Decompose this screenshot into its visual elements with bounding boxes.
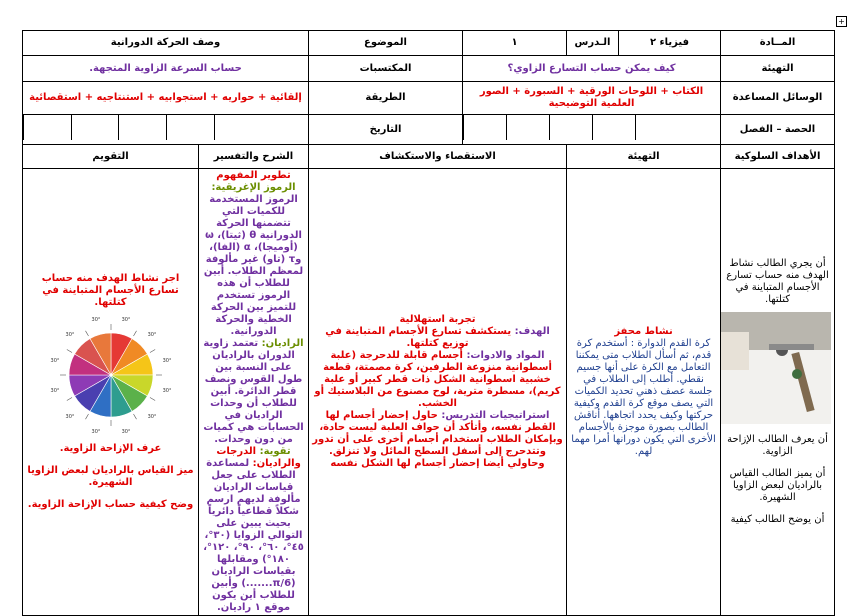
inquiry-goal: يستكشف تسارع الأجسام المتباينة في توزيع كتلتها. — [325, 326, 512, 349]
evaluation-3: ميز القياس بالراديان لبعض الزاويا الشهيرة. — [27, 465, 194, 488]
objective-1: أن يجري الطالب نشاط الهدف منه حساب تسارع الأجسام المتباينة في كتلتها. — [726, 258, 829, 305]
gains-label: المكتسبات — [309, 56, 463, 82]
evaluation-2: عرف الإزاحة الزاوية. — [59, 443, 162, 454]
pie-slice-label: 30° — [162, 357, 171, 364]
pie-tick — [133, 414, 136, 419]
pie-tick — [133, 331, 136, 336]
pie-slice-label: 30° — [65, 414, 74, 421]
pie-slice-label: 30° — [162, 388, 171, 395]
date-cell[interactable] — [166, 115, 214, 140]
inquiry-goal-label: الهدف: — [514, 326, 550, 337]
date-label: التاريخ — [309, 115, 463, 145]
symbols-label: الرموز الإغريقية: — [211, 182, 296, 193]
gains-value: حساب السرعة الزاوية المتجهة. — [23, 56, 309, 82]
period-cell[interactable] — [463, 115, 506, 140]
table-move-handle-icon[interactable]: + — [836, 16, 847, 27]
period-cell[interactable] — [635, 115, 678, 140]
period-cell[interactable] — [506, 115, 549, 140]
warmup-body: كرة القدم الدوارة : أستخدم كرة قدم، ثم أسأل الطلاب متى يمكننا التعامل مع الكرة على أنها جسيم نقطي. أطلب إلى الطلاب في جلسة عصف ذهني تحديد الكميات التي يصف موقع كرة القدم وكيفية حركتها وكيف يحدد اتجاهها. أناقش الطالب بصورة موجزة بالأجسام الأخرى التي يكون دورانها أمرا مهما لهم. — [571, 338, 716, 457]
pie-slice-label: 30° — [91, 429, 100, 435]
evaluation-cell — [23, 169, 199, 616]
inquiry-strategies-label: استراتيجيات التدريس: — [441, 410, 550, 421]
inquiry-materials: أجسام قابلة للدحرجة (علبة أسطوانية منزوعة الطرفين، كرة مصمتة، قطعة خشبية اسطوانية الشكل ذات قطر كبير أو علبة كريم)، مسطرة مترية، لوح مصنوع من البلاستيك أو الخشب. — [314, 350, 561, 409]
objectives-cell — [721, 169, 835, 616]
warmup-cell — [567, 169, 721, 616]
period-cell[interactable] — [549, 115, 592, 140]
ball-rolling-photo — [721, 312, 832, 424]
pie-slice-label: 30° — [147, 414, 156, 421]
method-value: إلقائية + حواريه + استجوابيه + استنتاجيه + استقصائية — [23, 82, 309, 115]
col-warmup-header: التهيئة — [567, 145, 721, 169]
lesson-plan-table — [22, 30, 835, 616]
explanation-title: تطوير المفهوم — [216, 170, 291, 181]
evaluation-4: وضح كيفية حساب الإزاحة الزاوية. — [27, 499, 194, 510]
pie-tick — [66, 350, 71, 353]
objective-3: أن يميز الطالب القياس بالراديان لبعض الزاويا الشهيرة. — [729, 468, 826, 503]
pie-tick — [149, 350, 154, 353]
topic-value: وصف الحركة الدورانية — [23, 31, 309, 56]
col-evaluation-header: التقويم — [23, 145, 199, 169]
explanation-cell — [199, 169, 309, 616]
pie-slice-label: 30° — [121, 429, 130, 435]
pie-tick — [85, 414, 88, 419]
pie-tick — [149, 398, 154, 401]
pie-slice-label: 30° — [91, 316, 100, 323]
col-explanation-header: الشرح والتفسير — [199, 145, 309, 169]
radians-text: تعتمد زاوية الدوران بالراديان على النسبة بين طول القوس ونصف قطر الدائرة. أبين للطلاب أن وحدات الراديان في الحسابات هي كميات من دون وحدات. — [203, 338, 304, 445]
warmup-question: كيف يمكن حساب التسارع الزاوي؟ — [463, 56, 721, 82]
subject-value: فيزياء ٢ — [619, 31, 721, 56]
lesson-plan-page — [22, 30, 834, 613]
period-cell[interactable] — [678, 115, 720, 140]
date-cell[interactable] — [214, 115, 262, 140]
inquiry-cell — [309, 169, 567, 616]
lesson-label: الـدرس — [567, 31, 619, 56]
angles-pie-chart — [46, 315, 176, 435]
pie-slice-label: 30° — [65, 331, 74, 338]
aids-label: الوسائل المساعدة — [721, 82, 835, 115]
subject-label: المــادة — [721, 31, 835, 56]
date-cell[interactable] — [261, 115, 308, 140]
date-cells — [23, 115, 309, 145]
col-objectives-header: الأهداف السلوكية — [721, 145, 835, 169]
date-cell[interactable] — [23, 115, 71, 140]
inquiry-strategies: حاول إحضار أجسام لها القطر نفسه، وأتأكد أن حواف العلبة ليست حادة، وبإمكان الطلاب استخدام أجسام أخرى على أن تدور وتتدحرج إلى أسفل السطح المائل ولا تنزلق. وحاولي أيضا إحضار أجسام لها الشكل نفسه — [312, 410, 563, 469]
evaluation-1: اجر نشاط الهدف منه حساب تسارع الأجسام المتباينة في كتلتها. — [41, 273, 180, 308]
pie-slice-label: 30° — [50, 388, 59, 395]
date-cell[interactable] — [118, 115, 166, 140]
objective-2: أن يعرف الطالب الإزاحة الزاوية. — [727, 434, 828, 457]
pie-slice-label: 30° — [121, 316, 130, 323]
method-label: الطريقة — [309, 82, 463, 115]
reinforce-sub: الدرجات والراديان: — [216, 446, 301, 469]
aids-value: الكتاب + اللوحات الورقية + السبورة + الصور العلمية التوضيحية — [463, 82, 721, 115]
period-cells — [463, 115, 721, 145]
pie-tick — [66, 398, 71, 401]
warmup-title: نشاط محفز — [614, 326, 673, 337]
radians-label: الراديان: — [261, 338, 304, 349]
topic-label: الموضوع — [309, 31, 463, 56]
pie-tick — [85, 331, 88, 336]
col-inquiry-header: الاستقصاء والاستكشاف — [309, 145, 567, 169]
pie-slice-label: 30° — [50, 357, 59, 364]
inquiry-title: تجربة استهلالية — [399, 314, 476, 325]
warmup-label: التهيئة — [721, 56, 835, 82]
symbols-text: الرموز المستخدمة للكميات التي تتضمنها الحركة الدورانية θ (ثيتا)، ω (أوميجا)، α (الفا)، وτ (تاو) غير مألوفة لمعظم الطلاب. أبين للطلاب أن هذه الرموز تستخدم للتميز بين الحركة الخطية والحركة الدورانية. — [203, 194, 304, 337]
date-cell[interactable] — [71, 115, 119, 140]
period-cell[interactable] — [592, 115, 635, 140]
period-label: الحصة – الفصل — [721, 115, 835, 145]
inquiry-materials-label: المواد والادوات: — [466, 350, 545, 361]
lesson-value: ١ — [463, 31, 567, 56]
reinforce-text: لمساعدة الطلاب على جعل قياسات الراديان مألوفة لديهم ارسم شكلاً قطاعياً دائرياً بحيث يبين على التوالي الزوايا (٣٠°، ٤٥°، ٦٠°، ٩٠°، ١٢٠°، ١٨٠°) ومقابلها بقياسات الراديان (π/6.......) وأبين للطلاب أين يكون موقع ١ راديان. — [203, 458, 304, 613]
pie-slice-label: 30° — [147, 331, 156, 338]
reinforce-label: تقوية: — [259, 446, 291, 457]
objective-4: أن يوضح الطالب كيفية — [730, 514, 825, 525]
